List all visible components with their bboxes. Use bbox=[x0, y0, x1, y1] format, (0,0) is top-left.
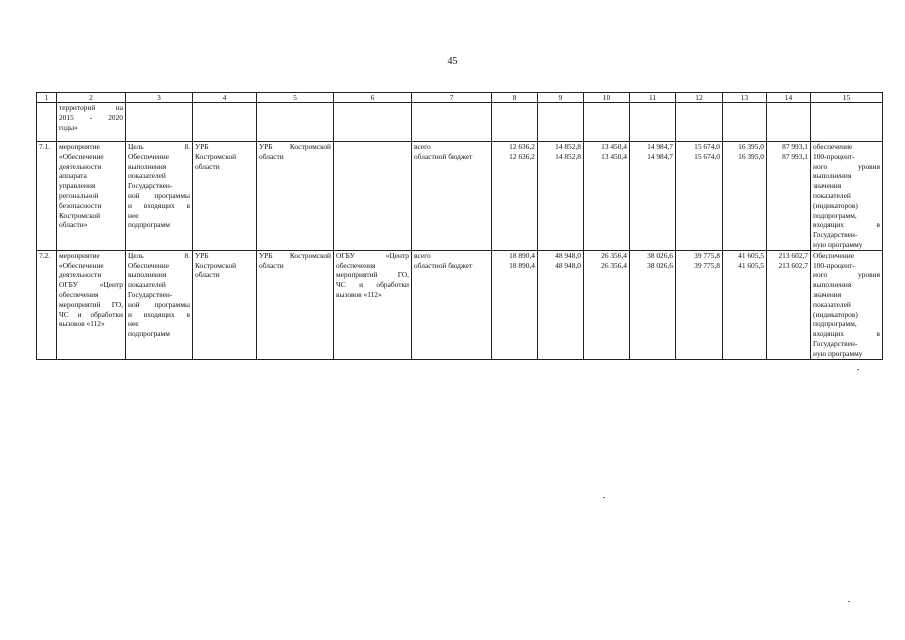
cell-line: показателей bbox=[128, 171, 166, 181]
cell-line: вызовов «112» bbox=[336, 289, 382, 299]
goal-text bbox=[126, 250, 193, 359]
cell-line: 100-процент- bbox=[813, 151, 855, 161]
cell-line: мероприятие bbox=[59, 142, 100, 151]
expected-result bbox=[811, 250, 883, 359]
funding-source bbox=[412, 142, 492, 251]
goal-text bbox=[126, 142, 193, 251]
cell-line: (индикаторов) bbox=[813, 200, 858, 210]
column-number: 9 bbox=[538, 93, 584, 103]
column-number: 4 bbox=[193, 93, 257, 103]
cell-line: области bbox=[195, 270, 220, 280]
column-number: 11 bbox=[630, 93, 676, 103]
column-number: 1 bbox=[37, 93, 57, 103]
amount-cell: 26 356,4 26 356,4 bbox=[584, 250, 630, 359]
page-number: 45 bbox=[447, 56, 458, 67]
cell-line: мероприятий ГО, bbox=[336, 270, 409, 280]
amount-cell: 13 450,4 13 450,4 bbox=[584, 142, 630, 251]
cell-line: Костромской bbox=[59, 210, 101, 220]
cell-line: ного уровня bbox=[813, 161, 880, 171]
cell-line: Костромской bbox=[195, 260, 237, 270]
cell-line: и входящих в bbox=[128, 200, 190, 210]
cell-line: нее bbox=[128, 210, 139, 220]
cell-line: показателей bbox=[128, 280, 166, 290]
cell-line: подпрограмм bbox=[128, 220, 170, 230]
cell-line: УРБ bbox=[195, 142, 209, 151]
cell-line: регональной bbox=[59, 190, 99, 200]
amount-cell: 16 395,0 16 395,0 bbox=[723, 142, 767, 251]
cell-line: выполнения bbox=[813, 171, 852, 181]
expected-result bbox=[811, 142, 883, 251]
column-number: 2 bbox=[57, 93, 126, 103]
column-number-row bbox=[37, 93, 883, 103]
amount-cell: 12 636,2 12 636,2 bbox=[492, 142, 538, 251]
cell-line: «Обеспечение bbox=[59, 260, 104, 270]
amount-cell: 14 852,8 14 852,8 bbox=[538, 142, 584, 251]
cell-line: годы» bbox=[59, 122, 78, 132]
responsible-executor bbox=[193, 250, 257, 359]
program-table bbox=[36, 92, 883, 360]
co-executor bbox=[257, 142, 334, 251]
co-executor bbox=[257, 250, 334, 359]
funding-source bbox=[412, 250, 492, 359]
column-number: 6 bbox=[334, 93, 412, 103]
cell-line: обеспечения bbox=[59, 289, 99, 299]
row-number: 7.1. bbox=[37, 142, 57, 251]
row-number: 7.2. bbox=[37, 250, 57, 359]
cell-line: безопасности bbox=[59, 200, 102, 210]
cell-line: выполнения bbox=[813, 280, 852, 290]
cell-line: ОГБУ «Центр bbox=[59, 280, 123, 290]
cell-line: выполнения bbox=[128, 161, 167, 171]
cell-line: ЧС и обработки bbox=[336, 280, 409, 290]
cell-line: ного уровня bbox=[813, 270, 880, 280]
table-row bbox=[37, 250, 883, 359]
column-number: 3 bbox=[126, 93, 193, 103]
cell-line: деятельности bbox=[59, 270, 102, 280]
cell-line: Цель 8. bbox=[128, 250, 190, 260]
amount-cell: 38 026,6 38 026,6 bbox=[630, 250, 676, 359]
table-row-continuation bbox=[37, 103, 883, 142]
cell-line: Государствен- bbox=[128, 289, 173, 299]
cell-line: областной бюджет bbox=[414, 151, 473, 161]
cell-line: всего bbox=[414, 250, 431, 260]
cell-line: подпрограмм bbox=[128, 329, 170, 339]
column-number: 14 bbox=[767, 93, 811, 103]
table-row bbox=[37, 142, 883, 251]
cell-line: ОГБУ «Центр bbox=[336, 250, 409, 260]
cell-line: Цель 8. bbox=[128, 142, 190, 151]
cell-line: ную программу bbox=[813, 348, 863, 358]
cell-line: ной программы bbox=[128, 299, 190, 309]
cell-line: мероприятие bbox=[59, 250, 100, 260]
cell-line: подпрограмм, bbox=[813, 210, 857, 220]
participant bbox=[334, 142, 412, 251]
amount-total-cell: 87 993,1 87 993,1 bbox=[767, 142, 811, 251]
cell-line: значения bbox=[813, 181, 842, 191]
activity-name bbox=[57, 250, 126, 359]
cell-line: области» bbox=[59, 220, 88, 230]
cell-line: аппарата bbox=[59, 171, 87, 181]
cell-line: обеспечение bbox=[813, 142, 853, 151]
cell-line: всего bbox=[414, 142, 431, 151]
amount-cell: 39 775,8 39 775,8 bbox=[676, 250, 723, 359]
scan-speck bbox=[857, 369, 859, 370]
cell-line: Обеспечение bbox=[813, 250, 854, 260]
cell-line: Обеспечение bbox=[128, 260, 169, 270]
cell-line: входящих в bbox=[813, 220, 880, 230]
cell-line: деятельности bbox=[59, 161, 102, 171]
cell-line: УРБ Костромской bbox=[259, 142, 331, 151]
cell-line: территорий на bbox=[59, 103, 123, 112]
amount-total-cell: 213 602,7 213 602,7 bbox=[767, 250, 811, 359]
continuation-text bbox=[57, 103, 126, 142]
cell-line: областной бюджет bbox=[414, 260, 473, 270]
cell-line: ную программу bbox=[813, 239, 863, 249]
scan-speck bbox=[603, 497, 605, 498]
cell-line: показателей bbox=[813, 190, 851, 200]
activity-name bbox=[57, 142, 126, 251]
cell-line: Государствен- bbox=[813, 338, 858, 348]
cell-line: 2015 - 2020 bbox=[59, 112, 123, 122]
cell-line: Государствен- bbox=[128, 181, 173, 191]
cell-line: УРБ bbox=[195, 250, 209, 260]
cell-line: управления bbox=[59, 181, 96, 191]
amount-cell: 41 605,5 41 605,5 bbox=[723, 250, 767, 359]
cell-line: области bbox=[259, 260, 284, 270]
cell-line: нее bbox=[128, 319, 139, 329]
cell-line: области bbox=[259, 151, 284, 161]
cell-line: значения bbox=[813, 289, 842, 299]
cell-line: (индикаторов) bbox=[813, 309, 858, 319]
cell-line: 100-процент- bbox=[813, 260, 855, 270]
column-number: 12 bbox=[676, 93, 723, 103]
scan-speck bbox=[848, 601, 850, 602]
cell-line: обеспечения bbox=[336, 260, 376, 270]
amount-cell: 14 984,7 14 984,7 bbox=[630, 142, 676, 251]
cell-line: УРБ Костромской bbox=[259, 250, 331, 260]
column-number: 7 bbox=[412, 93, 492, 103]
column-number: 13 bbox=[723, 93, 767, 103]
cell-line: «Обеспечение bbox=[59, 151, 104, 161]
cell-line: ЧС и обработки bbox=[59, 309, 123, 319]
amount-cell: 15 674,0 15 674,0 bbox=[676, 142, 723, 251]
cell-line: Государствен- bbox=[813, 230, 858, 240]
column-number: 10 bbox=[584, 93, 630, 103]
responsible-executor bbox=[193, 142, 257, 251]
cell-line: ной программы bbox=[128, 190, 190, 200]
cell-line: мероприятий ГО, bbox=[59, 299, 123, 309]
cell-line: выполнения bbox=[128, 270, 167, 280]
column-number: 8 bbox=[492, 93, 538, 103]
column-number: 5 bbox=[257, 93, 334, 103]
participant bbox=[334, 250, 412, 359]
cell-line: показателей bbox=[813, 299, 851, 309]
cell-line: области bbox=[195, 161, 220, 171]
cell-line: подпрограмм, bbox=[813, 319, 857, 329]
column-number: 15 bbox=[811, 93, 883, 103]
cell-line: Обеспечение bbox=[128, 151, 169, 161]
cell-line: и входящих в bbox=[128, 309, 190, 319]
cell-line: вызовов «112» bbox=[59, 319, 105, 329]
amount-cell: 48 948,0 48 948,0 bbox=[538, 250, 584, 359]
amount-cell: 18 890,4 18 890,4 bbox=[492, 250, 538, 359]
cell-line: Костромской bbox=[195, 151, 237, 161]
cell-line: входящих в bbox=[813, 329, 880, 339]
